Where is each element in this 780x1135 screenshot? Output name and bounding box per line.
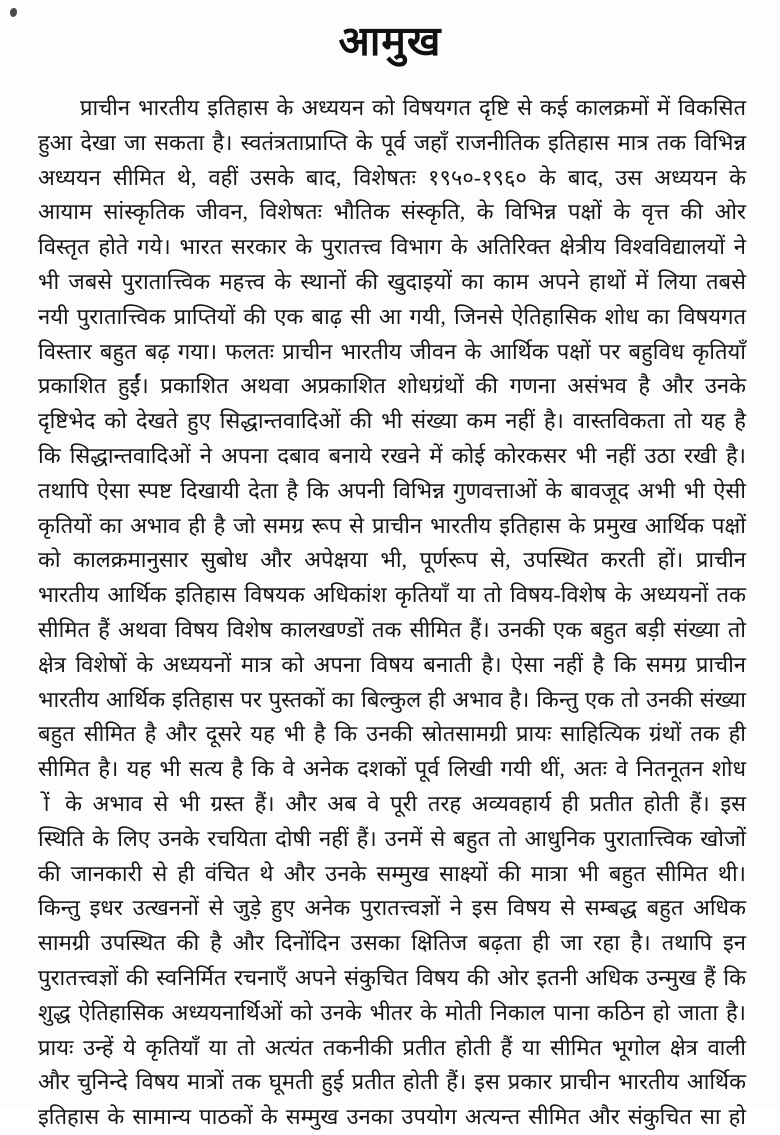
text-line: अध्ययन सीमित थे, वहीं उसके बाद, विशेषतः १९५०-१९६० के बाद, उस अध्ययन के [38,164,746,190]
text-line: विस्तृत होते गये। भारत सरकार के पुरातत्त्व विभाग के अतिरिक्त क्षेत्रीय विश्वविद्यालयों ने [38,234,746,260]
page-title: आमुख [338,18,442,64]
text-line: किन्तु इधर उत्खननों से जुड़े हुए अनेक पुरातत्त्वज्ञों ने इस विषय से सम्बद्ध बहुत अधिक [38,895,746,921]
text-line: ों के अभाव से भी ग्रस्त हैं। और अब वे पूरी तरह अव्यवहार्य ही प्रतीत होती हैं। इस [38,790,746,816]
text-line: सीमित है। यह भी सत्य है कि वे अनेक दशकों पूर्व लिखी गयी थीं, अतः वे नितनूतन शोध [38,756,746,782]
text-line: क्षेत्र विशेषों के अध्ययनों मात्र को अपना विषय बनाती है। ऐसा नहीं है कि समग्र प्राचीन [38,651,746,677]
text-line: पुरातत्त्वज्ञों की स्वनिर्मित रचनाएँ अपने संकुचित विषय की ओर इतनी अधिक उन्मुख हैं कि [38,964,746,990]
text-line: प्राचीन भारतीय इतिहास के अध्ययन को विषयगत दृष्टि से कई कालक्रमों में विकसित [80,95,746,120]
text-line: भारतीय आर्थिक इतिहास पर पुस्तकों का बिल्कुल ही अभाव है। किन्तु एक तो उनकी संख्या [38,686,746,712]
text-line: प्रकाशित हुईं। प्रकाशित अथवा अप्रकाशित शोधग्रंथों की गणना असंभव है और उनके [38,373,746,399]
text-line: सीमित हैं अथवा विषय विशेष कालखण्डों तक सीमित हैं। उनकी एक बहुत बड़ी संख्या तो [38,616,746,642]
text-line: शुद्ध ऐतिहासिक अध्ययनार्थिओं को उनके भीतर के मोती निकाल पाना कठिन हो जाता है। [38,999,746,1025]
text-line: कृतियों का अभाव ही है जो समग्र रूप से प्राचीन भारतीय इतिहास के प्रमुख आर्थिक पक्षों [38,512,746,538]
text-line: नयी पुरातात्त्विक प्राप्तियों की एक बाढ़ सी आ गयी, जिनसे ऐतिहासिक शोध का विषयगत [38,303,746,329]
text-line: को कालक्रमानुसार सुबोध और अपेक्षया भी, पूर्णरूप से, उपस्थित करती हों। प्राचीन [38,547,746,573]
paragraph [38,91,746,1135]
text-line: हुआ देखा जा सकता है। स्वतंत्रताप्राप्ति के पूर्व जहाँ राजनीतिक इतिहास मात्र तक विभिन्न [38,129,746,155]
text-line: विस्तार बहुत बढ़ गया। फलतः प्राचीन भारतीय जीवन के आर्थिक पक्षों पर बहुविध कृतियाँ [38,338,746,364]
text-line: की जानकारी से ही वंचित थे और उनके सम्मुख साक्ष्यों की मात्रा भी बहुत सीमित थी। [38,860,746,886]
text-line: भी जबसे पुरातात्त्विक महत्त्व के स्थानों की खुदाइयों का काम अपने हाथों में लिया तबसे [38,268,746,294]
text-line: भारतीय आर्थिक इतिहास विषयक अधिकांश कृतियाँ या तो विषय-विशेष के अध्ययनों तक [38,582,746,608]
text-line: प्रायः उन्हें ये कृतियाँ या तो अत्यंत तकनीकी प्रतीत होती हैं या सीमित भूगोल क्षेत्र वाली [38,1034,746,1060]
text-line: कि सिद्धान्तवादिओं ने अपना दबाव बनाये रखने में कोई कोरकसर भी नहीं उठा रखी है। [38,442,746,468]
text-line: स्थिति के लिए उनके रचयिता दोषी नहीं हैं। उनमें से बहुत तो आधुनिक पुरातात्त्विक खोजों [38,825,746,851]
text-line: आयाम सांस्कृतिक जीवन, विशेषतः भौतिक संस्कृति, के विभिन्न पक्षों के वृत्त की ओर [38,199,746,225]
text-line: सामग्री उपस्थित की है और दिनोंदिन उसका क्षितिज बढ़ता ही जा रहा है। तथापि इन [38,930,746,956]
text-line: बहुत सीमित है और दूसरे यह भी है कि उनकी स्रोतसामग्री प्रायः साहित्यिक ग्रंथों तक ही [38,721,746,747]
text-line: इतिहास के सामान्य पाठकों के सम्मुख उनका उपयोग अत्यन्त सीमित और संकुचित सा हो [38,1104,746,1130]
text-line: और चुनिन्दे विषय मात्रों तक घूमती हुई प्रतीत होती हैं। इस प्रकार प्राचीन भारतीय आर्थिक [38,1069,746,1095]
text-line: दृष्टिभेद को देखते हुए सिद्धान्तवादिओं की भी संख्या कम नहीं है। वास्तविकता तो यह है [38,408,746,434]
text-line: तथापि ऐसा स्पष्ट दिखायी देता है कि अपनी विभिन्न गुणवत्ताओं के बावजूद अभी भी ऐसी [38,477,746,503]
